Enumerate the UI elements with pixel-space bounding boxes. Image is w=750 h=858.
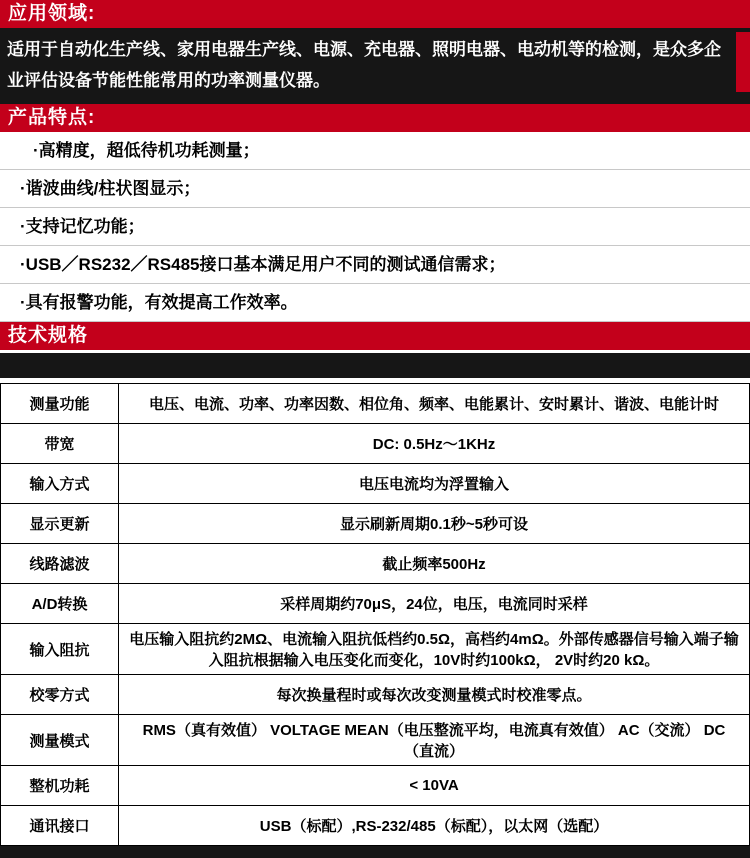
red-ribbon-decoration [736, 32, 750, 92]
spec-label: 通讯接口 [1, 806, 119, 846]
table-row [1, 504, 750, 544]
table-row [1, 806, 750, 846]
spec-label: 带宽 [1, 424, 119, 464]
spec-value: < 10VA [119, 766, 750, 806]
spec-label: 输入方式 [1, 464, 119, 504]
spec-value: 显示刷新周期0.1秒~5秒可设 [119, 504, 750, 544]
spec-label: 显示更新 [1, 504, 119, 544]
table-row [1, 584, 750, 624]
spec-label: 线路滤波 [1, 544, 119, 584]
spec-value: 每次换量程时或每次改变测量模式时校准零点。 [119, 675, 750, 715]
spec-value: 采样周期约70μS，24位，电压，电流同时采样 [119, 584, 750, 624]
spec-value: DC: 0.5Hz～1KHz [119, 424, 750, 464]
table-row [1, 675, 750, 715]
table-row [1, 715, 750, 766]
spec-value: 截止频率500Hz [119, 544, 750, 584]
table-row [1, 766, 750, 806]
table-row [1, 424, 750, 464]
feature-item: ·谐波曲线/柱状图显示； [0, 170, 750, 208]
table-row [1, 384, 750, 424]
feature-item: ·支持记忆功能； [0, 208, 750, 246]
application-description-section [0, 28, 750, 104]
bottom-black-bar [0, 846, 750, 858]
spec-label: A/D转换 [1, 584, 119, 624]
specs-header-bar [0, 353, 750, 378]
spec-value: 电压、电流、功率、功率因数、相位角、频率、电能累计、安时累计、谐波、电能计时 [119, 384, 750, 424]
spec-label: 测量模式 [1, 715, 119, 766]
spec-label: 校零方式 [1, 675, 119, 715]
spec-label: 整机功耗 [1, 766, 119, 806]
table-row [1, 624, 750, 675]
section-title-specs: 技术规格 [0, 322, 750, 350]
feature-item: ·高精度，超低待机功耗测量； [0, 132, 750, 170]
feature-list [0, 132, 750, 322]
table-row [1, 544, 750, 584]
spec-value: 电压电流均为浮置输入 [119, 464, 750, 504]
table-row [1, 464, 750, 504]
spec-value: 电压输入阻抗约2MΩ、电流输入阻抗低档约0.5Ω，高档约4mΩ。外部传感器信号输入端子输入阻抗根据输入电压变化而变化，10V时约100kΩ， 2V时约20 kΩ。 [119, 624, 750, 675]
feature-item: ·USB／RS232／RS485接口基本满足用户不同的测试通信需求； [0, 246, 750, 284]
section-title-features: 产品特点: [0, 104, 750, 132]
application-description-text: 适用于自动化生产线、家用电器生产线、电源、充电器、照明电器、电动机等的检测，是众多企业评估设备节能性能常用的功率测量仪器。 [7, 40, 721, 90]
spec-value: RMS（真有效值） VOLTAGE MEAN（电压整流平均，电流真有效值） AC（交流） DC（直流） [119, 715, 750, 766]
spec-label: 测量功能 [1, 384, 119, 424]
feature-item: ·具有报警功能，有效提高工作效率。 [0, 284, 750, 322]
spec-label: 输入阻抗 [1, 624, 119, 675]
section-title-application: 应用领域: [0, 0, 750, 28]
spec-value: USB（标配）,RS-232/485（标配），以太网（选配） [119, 806, 750, 846]
specs-table [0, 383, 750, 846]
